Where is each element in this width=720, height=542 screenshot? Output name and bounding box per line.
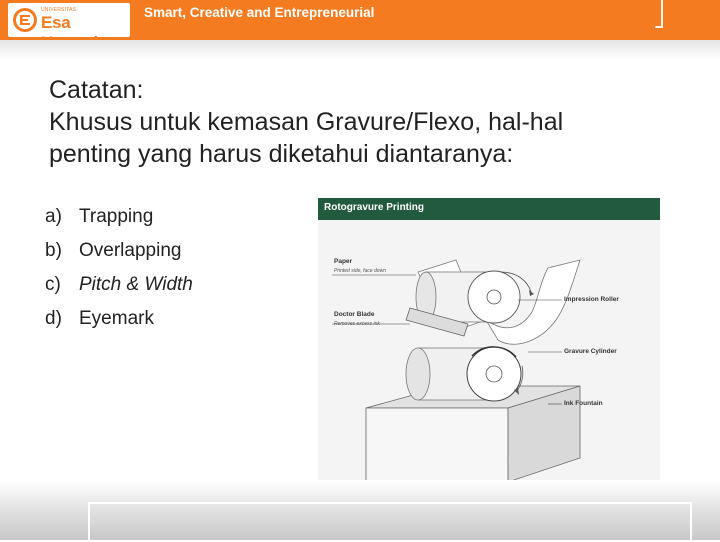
label-impression-roller: Impression Roller (564, 296, 619, 303)
label-gravure-cylinder: Gravure Cylinder (564, 348, 617, 355)
list-item-text: Pitch & Width (79, 274, 193, 295)
list-item (45, 240, 193, 274)
diagram-title: Rotogravure Printing (324, 202, 425, 213)
title-line: penting yang harus diketahui diantaranya: (49, 140, 514, 168)
label-paper-sub: Printed side, face down (334, 268, 386, 274)
list-item (45, 308, 193, 342)
label-doctor-blade-sub: Removes excess ink (334, 321, 380, 327)
title-line: Khusus untuk kemasan Gravure/Flexo, hal-hal (49, 108, 564, 136)
header-tagline: Smart, Creative and Entrepreneurial (144, 5, 375, 20)
slide-title (49, 74, 679, 170)
list-marker: d) (45, 308, 62, 329)
list-item-text: Overlapping (79, 240, 182, 261)
footer-frame-decoration (88, 502, 692, 542)
list-marker: b) (45, 240, 62, 261)
rotogravure-diagram (318, 198, 660, 490)
title-line: Catatan: (49, 76, 144, 104)
label-ink-fountain: Ink Fountain (564, 400, 603, 407)
point-list (45, 206, 193, 342)
top-gradient-band (0, 40, 720, 60)
gravure-cylinder-shape (406, 347, 523, 401)
list-item-text: Trapping (79, 206, 154, 227)
logo-name: Esa (41, 13, 71, 32)
university-logo (8, 3, 130, 37)
label-paper: Paper (334, 258, 353, 265)
logo-subtext: UNIVERSITAS (41, 7, 77, 13)
header-bar (0, 0, 720, 40)
diagram-title-bar (318, 198, 660, 220)
list-marker: a) (45, 206, 62, 227)
list-item (45, 274, 193, 308)
list-item (45, 206, 193, 240)
header-frame-decoration (655, 0, 663, 28)
label-doctor-blade: Doctor Blade (334, 311, 375, 318)
list-item-text: Eyemark (79, 308, 154, 329)
diagram-illustration (318, 220, 660, 490)
list-marker: c) (45, 274, 61, 295)
logo-emblem-icon (12, 7, 38, 33)
